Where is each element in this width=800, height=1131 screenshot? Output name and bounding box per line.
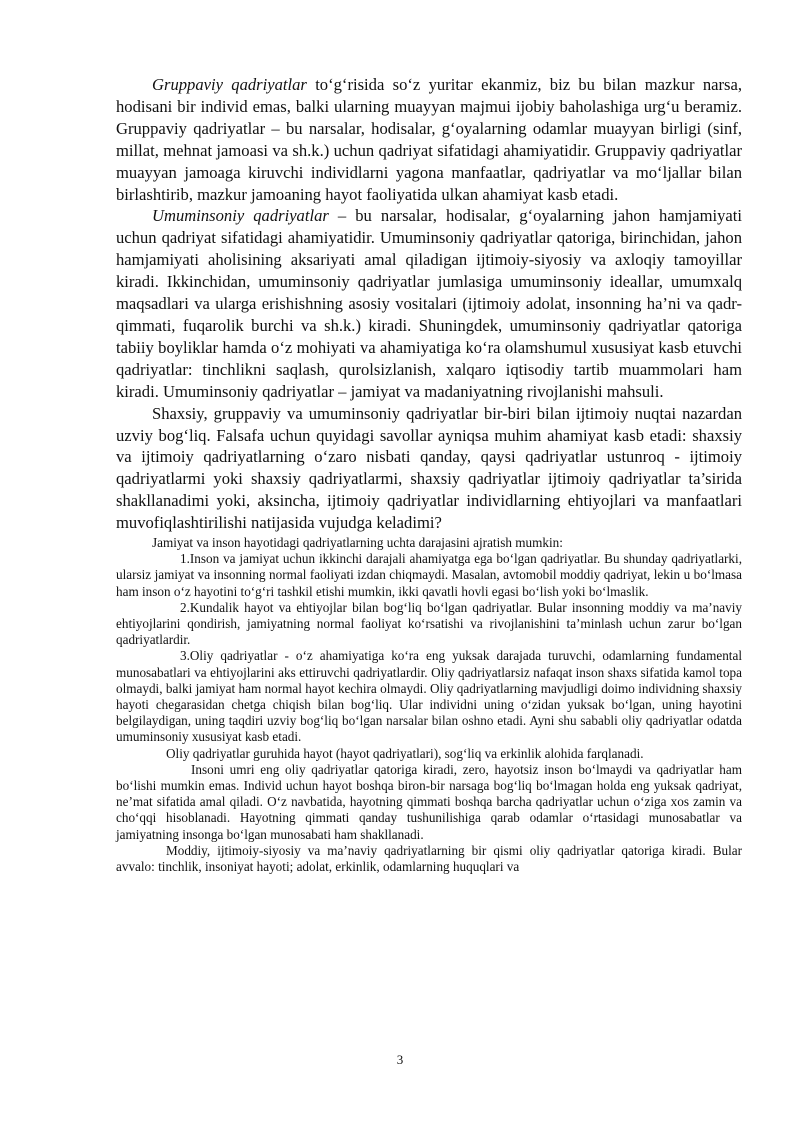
document-page [116, 74, 742, 875]
paragraph-umuminsoniy [116, 205, 742, 402]
list-number: 2. [180, 599, 190, 615]
list-item [116, 600, 742, 649]
paragraph-shaxsiy: Shaxsiy, gruppaviy va umuminsoniy qadriyatlar bir-biri bilan ijtimoiy nuqtai nazardan uzviy bog‘liq. Falsafa uchun quyidagi savollar ayniqsa muhim ahamiyat kasb etadi: shaxsiy va ijtimoiy qadriyatlarning o‘zaro nisbati qanday, qaysi qadriyatlar ustunroq - ijtimoiy qadriyatlarmi yoki shaxsiy qadriyatlarmi, shaxsiy qadriyatlar ijtimoiy qadriyatlar ta’sirida shakllanadimi yoki, aksincha, ijtimoiy qadriyatlar individlarning ehtiyojlari va manfaatlari muvofiqlashtirilishi natijasida vujudga keladimi? [116, 403, 742, 533]
list-number: 1. [180, 551, 190, 567]
paragraph-text: to‘g‘risida so‘z yuritar ekanmiz, biz bu bilan mazkur narsa, hodisani bir individ emas, balki ularning muayyan majmui ijobiy baholashiga urg‘u beramiz. Gruppaviy qadriyatlar – bu narsalar, hodisalar, g‘oyalarning odamlar muayyan birligi (sinf, millat, mehnat jamoasi va sh.k.) uchun qadriyat sifatidagi ahamiyatidir. Gruppaviy qadriyatlar muayyan jamoaga kiruvchi individlarni yagona manfaatlar, qadriyatlar va mo‘ljallar bilan birlashtirib, mazkur jamoaning hayot faoliyatida ulkan ahamiyat kasb etadi. [116, 75, 743, 204]
list-item [116, 551, 742, 600]
paragraph-levels-intro: Jamiyat va inson hayotidagi qadriyatlarning uchta darajasini ajratish mumkin: [152, 535, 563, 551]
paragraph-oliy-groups: Oliy qadriyatlar guruhida hayot (hayot qadriyatlari), sog‘liq va erkinlik alohida farqlanadi. [166, 745, 644, 761]
list-item-text: Kundalik hayot va ehtiyojlar bilan bog‘liq bo‘lgan qadriyatlar. Bular insonning moddiy va ma’naviy ehtiyojlarini qondirish, jamiyatning normal faoliyat ko‘rsatishi va rivojlanishini ta’minlash uchun zarur bo‘lgan qadriyatlardir. [116, 599, 742, 648]
list-number: 3. [180, 648, 190, 664]
paragraph-moddiy: Moddiy, ijtimoiy-siyosiy va ma’naviy qadriyatlarning bir qismi oliy qadriyatlar qatoriga kiradi. Bular avvalo: tinchlik, insoniyat hayoti; adolat, erkinlik, odamlarning huquqlari va [116, 842, 742, 875]
term-gruppaviy: Gruppaviy qadriyatlar [152, 75, 307, 94]
list-item-text: Oliy qadriyatlar - o‘z ahamiyatiga ko‘ra eng yuksak darajada turuvchi, odamlarning fundamental munosabatlari va ehtiyojlarini aks ettiruvchi qadriyatlardir. Oliy qadriyatlarsiz nafaqat inson shaxs sifatida kamol topa olmaydi, balki jamiyat ham normal hayot kechira olmaydi. Oliy qadriyatlarning mavjudligi doimo individning shaxsiy hayoti chegarasidan chetga chiqish bilan bog‘liq. Ular individni uning o‘zidan yuksak bo‘lgan, uning hayotini belgilaydigan, uning taqdiri uzviy bog‘liq bo‘lgan narsalar bilan oshno etadi. Ayni shu sababli oliy qadriyatlar odatda umuminsoniy xususiyat kasb etadi. [116, 648, 742, 745]
paragraph-gruppaviy [116, 74, 742, 205]
page-number: 3 [396, 1052, 404, 1067]
paragraph-hayot: Insoni umri eng oliy qadriyatlar qatoriga kiradi, zero, hayotsiz inson bo‘lmaydi va qadriyatlar ham bo‘lishi mumkin emas. Individ uchun hayot boshqa biron-bir narsaga bog‘liq bo‘lmagan holda eng yuksak qadriyat, ne’mat sifatida amal qiladi. O‘z navbatida, hayotning qimmati boshqa barcha qadriyatlar uchun o‘ziga xos zamin va cho‘qqi hisoblanadi. Hayotning qimmati qanday tushunilishiga qarab odamlar o‘rtasidagi munosabatlar va jamiyatning insonga bo‘lgan munosabati ham shakllanadi. [116, 761, 742, 842]
term-umuminsoniy: Umuminsoniy qadriyatlar [152, 206, 329, 226]
list-item [116, 648, 742, 745]
list-item-text: Inson va jamiyat uchun ikkinchi darajali ahamiyatga ega bo‘lgan qadriyatlar. Bu shunday qadriyatlarki, ularsiz jamiyat va insonning normal faoliyati izdan chiqmaydi. Masalan, avtomobil moddiy qadriyat, lekin u bo‘lmasa ham inson o‘z hayotini to‘g‘ri tashkil etishi mumkin, ikki qavatli hovli egasi bo‘lish yoki bo‘lmaslik. [116, 551, 742, 599]
paragraph-text: – bu narsalar, hodisalar, g‘oyalarning jahon hamjamiyati uchun qadriyat sifatidagi ahamiyatidir. Umuminsoniy qadriyatlar qatoriga, birinchidan, jahon hamjamiyati aholisining aksariyati amal qiladigan ijtimoiy-siyosiy va axloqiy tamoyillar kiradi. Ikkinchidan, umuminsoniy qadriyatlar jumlasiga umuminsoniy ideallar, umumxalq maqsadlari va ularga erishishning asosiy vositalari (ijtimoiy adolat, insonning ha’ni va qadr-qimmati, fuqarolik burchi va sh.k.) kiradi. Shuningdek, umuminsoniy qadriyatlar qatoriga tabiiy boyliklar hamda o‘z mohiyati va ahamiyatiga ko‘ra olamshumul xususiyat kasb etuvchi qadriyatlar: tinchlikni saqlash, qurolsizlanish, xalqaro iqtisodiy tartib muammolari ham kiradi. Umuminsoniy qadriyatlar – jamiyat va madaniyatning rivojlanishi mahsuli. [116, 206, 743, 401]
